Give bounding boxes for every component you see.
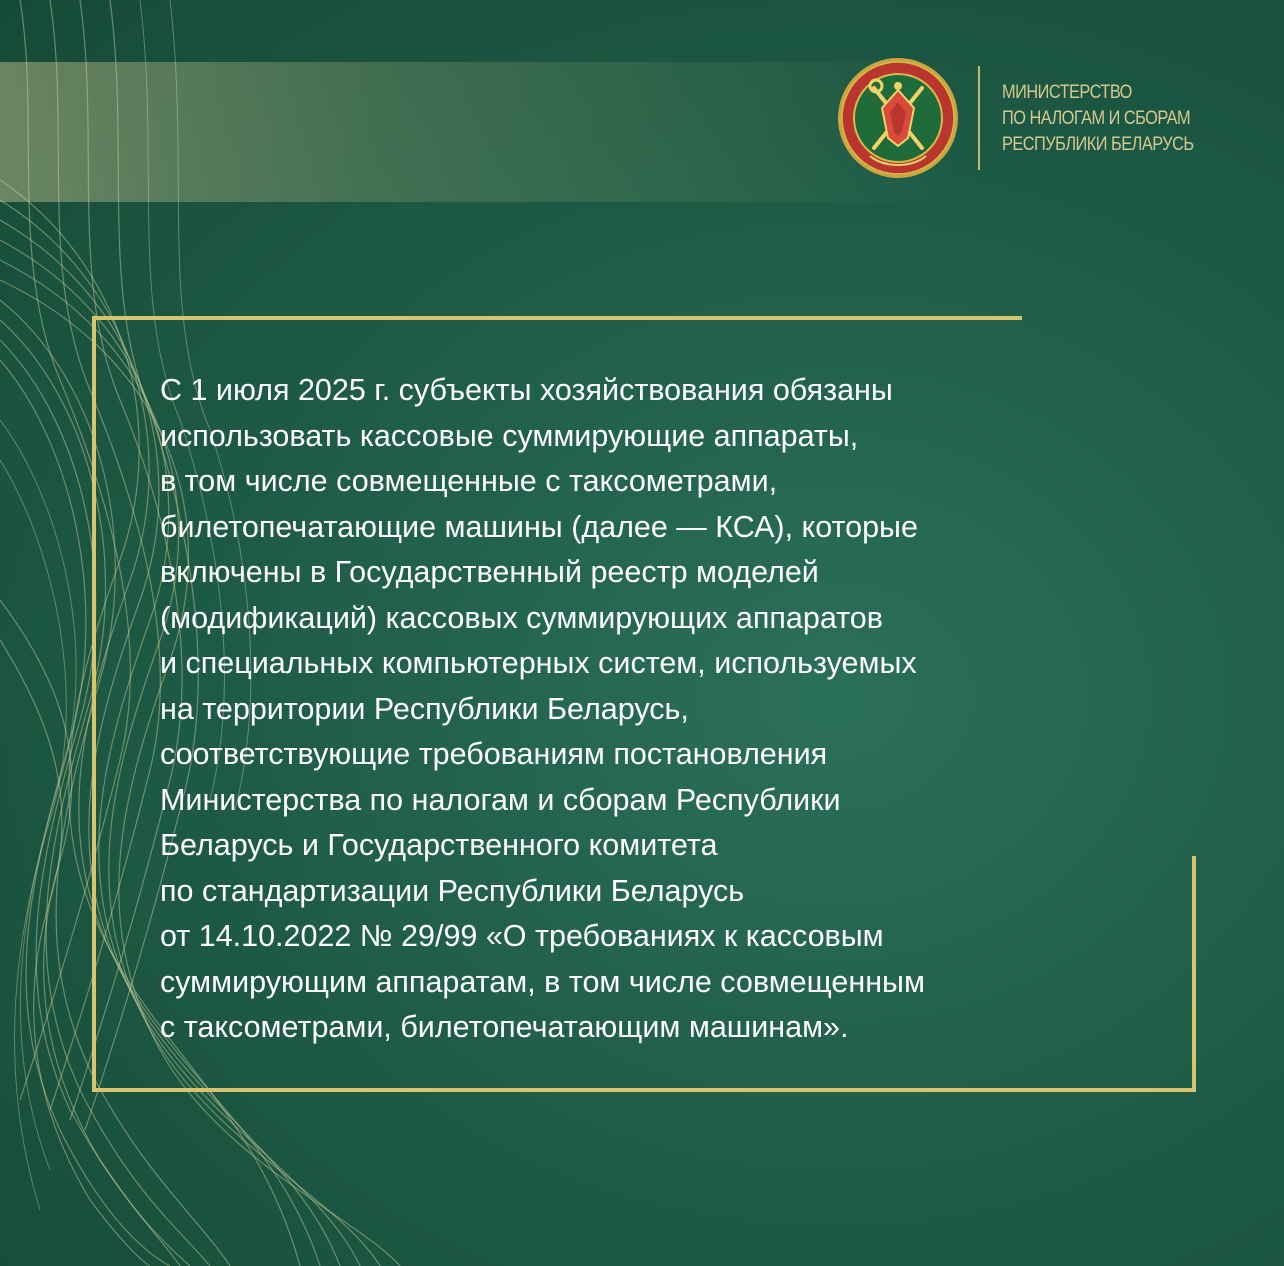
text-line: билетопечатающие машины (далее — КСА), которые [160,509,918,544]
text-line: по стандартизации Республики Беларусь [160,873,745,908]
frame-top-line [92,316,1022,320]
frame-left-line [92,316,96,1092]
frame-bottom-line [92,1088,1196,1092]
ministry-name [1002,80,1234,158]
announcement-text [160,368,1170,1051]
text-line: суммирующим аппаратам, в том числе совмещенным [160,964,925,999]
text-line: от 14.10.2022 № 29/99 «О требованиях к кассовым [160,919,884,953]
header-divider [978,66,980,170]
text-line: на территории Республики Беларусь, [160,691,689,726]
ministry-name-line: ПО НАЛОГАМ И СБОРАМ [1002,108,1191,129]
frame-right-line [1192,856,1196,1092]
text-line: С 1 июля 2025 г. субъекты хозяйствования обязаны [160,373,893,407]
ministry-name-line: РЕСПУБЛИКИ БЕЛАРУСЬ [1002,134,1194,155]
text-line: с таксометрами, билетопечатающим машинам». [160,1010,849,1044]
text-line: Беларусь и Государственного комитета [160,828,718,862]
text-line: включены в Государственный реестр моделей [160,555,819,589]
ministry-emblem-icon [836,56,960,180]
text-line: (модификаций) кассовых суммирующих аппаратов [160,600,883,635]
text-line: и специальных компьютерных систем, используемых [160,646,917,680]
text-line: соответствующие требованиям постановления [160,737,828,771]
text-line: в том числе совмещенные с таксометрами, [160,464,778,498]
ministry-name-line: МИНИСТЕРСТВО [1002,82,1132,103]
text-line: Министерства по налогам и сборам Республики [160,782,841,817]
text-line: использовать кассовые суммирующие аппараты, [160,418,859,453]
